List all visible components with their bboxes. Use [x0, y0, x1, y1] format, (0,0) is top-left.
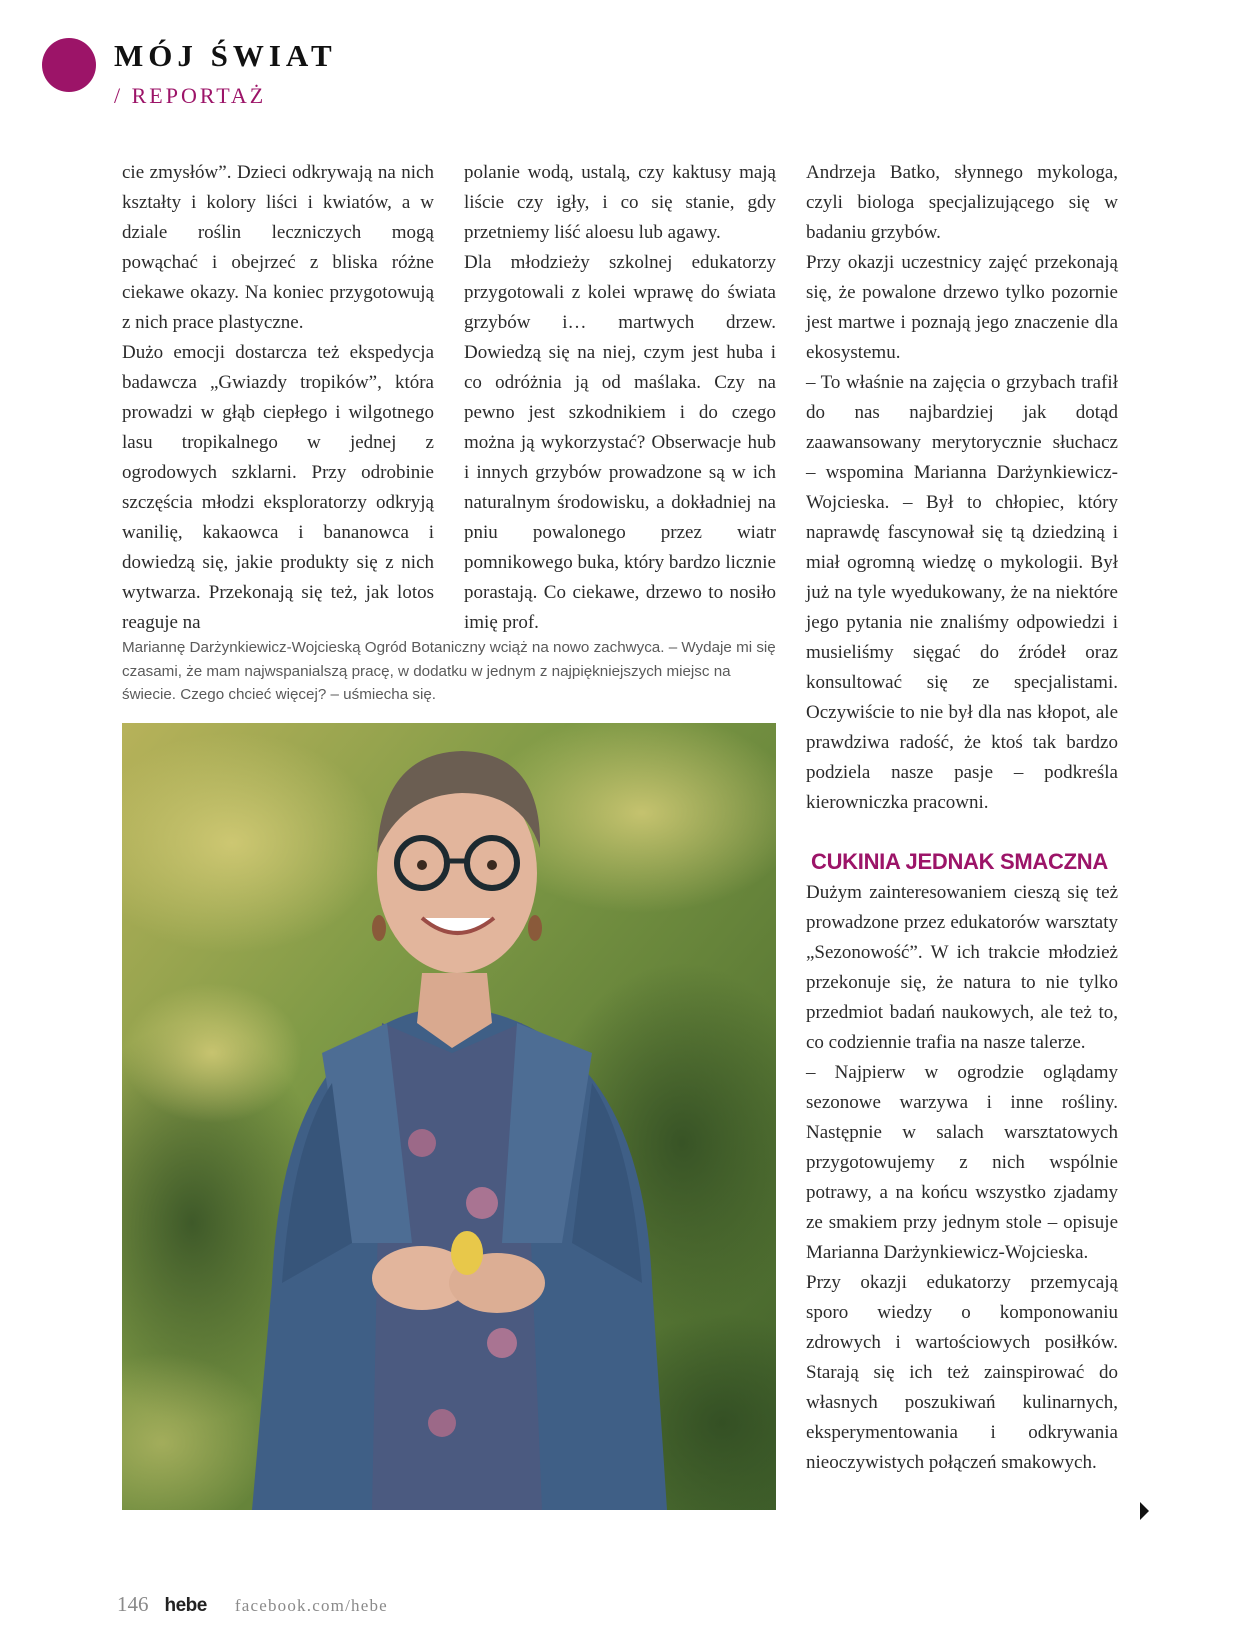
article-column-3	[806, 158, 1118, 1478]
brand-logo: hebe	[164, 1595, 207, 1616]
paragraph: Przy okazji uczestnicy zajęć przekonają się, że powalone drzewo tylko pozornie jest martwe i poznają jego znaczenie dla ekosystemu.	[806, 252, 1118, 363]
portrait-illustration	[122, 723, 776, 1510]
paragraph: Dużym zainteresowaniem cieszą się też prowadzone przez edukatorów warsztaty „Sezonowość”. W ich trakcie młodzież przekonuje się, że natura to nie tylko przedmiot badań naukowych, ale też to, co codziennie trafia na nasze talerze.	[806, 882, 1118, 1053]
paragraph: Dużo emocji dostarcza też ekspedycja badawcza „Gwiazdy tropików”, która prowadzi w głąb ciepłego i wilgotnego lasu tropikalnego w jednej z ogrodowych szklarni. Przy odrobinie szczęścia młodzi eksploratorzy odkryją wanilię, kakaowca i bananowca i dowiedzą się, jakie produkty się z nich wytwarza. Przekonają się też, jak lotos reaguje na	[122, 342, 434, 633]
article-column-2	[464, 158, 776, 638]
page-footer	[117, 1592, 388, 1617]
article-column-1	[122, 158, 434, 638]
page-number: 146	[117, 1592, 149, 1616]
paragraph: cie zmysłów”. Dzieci odkrywają na nich kształty i kolory liści i kwiatów, a w dziale roślin leczniczych mogą powąchać i obejrzeć z bliska różne ciekawe okazy. Na koniec przygotowują z nich prace plastyczne.	[122, 162, 434, 333]
paragraph: polanie wodą, ustalą, czy kaktusy mają liście czy igły, i co się stanie, gdy przetniemy liść aloesu lub agawy.	[464, 162, 776, 243]
paragraph: Andrzeja Batko, słynnego mykologa, czyli biologa specjalizującego się w badaniu grzybów.	[806, 162, 1118, 243]
portrait-photo	[122, 723, 776, 1510]
paragraph: – Najpierw w ogrodzie oglądamy sezonowe warzywa i inne rośliny. Następnie w salach warsztatowych przygotowujemy z nich wspólnie potrawy, a na końcu wszystko zjadamy ze smakiem przy jednym stole – opisuje Marianna Darżynkiewicz-Wojcieska.	[806, 1062, 1118, 1263]
photo-caption: Mariannę Darżynkiewicz-Wojcieską Ogród Botaniczny wciąż na nowo zachwyca. – Wydaje mi się czasami, że mam najwspanialszą pracę, w dodatku w jednym z najpiękniejszych miejsc na świecie. Czego chcieć więcej? – uśmiecha się.	[122, 639, 776, 703]
paragraph: Przy okazji edukatorzy przemycają sporo wiedzy o komponowaniu zdrowych i wartościowych posiłków. Starają się ich też zainspirować do własnych poszukiwań kulinarnych, eksperymentowania i odkrywania nieoczywistych połączeń smakowych.	[806, 1272, 1118, 1473]
section-subtitle: / REPORTAŻ	[114, 83, 267, 108]
paragraph: – To właśnie na zajęcia o grzybach trafił do nas najbardziej jak dotąd zaawansowany merytorycznie słuchacz – wspomina Marianna Darżynkiewicz-Wojcieska. – Był to chłopiec, który naprawdę fascynował się tą dziedziną i miał ogromną wiedzę o mykologii. Był już na tyle wyedukowany, że na niektóre jego pytania nie znaliśmy odpowiedzi i musieliśmy sięgać do źródeł oraz konsultować się ze specjalistami. Oczywiście to nie był dla nas kłopot, ale prawdziwa radość, że ktoś tak bardzo podziela nasze pasje – podkreśla kierowniczka pracowni.	[806, 372, 1118, 813]
section-title: MÓJ ŚWIAT	[114, 38, 337, 73]
paragraph: Dla młodzieży szkolnej edukatorzy przygotowali z kolei wprawę do świata grzybów i… martwych drzew. Dowiedzą się na niej, czym jest huba i co odróżnia ją od maślaka. Czy na pewno jest szkodnikiem i do czego można ją wykorzystać? Obserwacje hub i innych grzybów prowadzone są w ich naturalnym środowisku, a dokładniej na pniu powalonego przez wiatr pomnikowego buka, który bardzo licznie porastają. Co ciekawe, drzewo to nosiło imię prof.	[464, 252, 776, 633]
section-dot-icon	[42, 38, 96, 92]
subheading: CUKINIA JEDNAK SMACZNA	[811, 849, 1108, 874]
facebook-link[interactable]: facebook.com/hebe	[234, 1596, 388, 1615]
continue-arrow-icon	[1140, 1502, 1149, 1520]
